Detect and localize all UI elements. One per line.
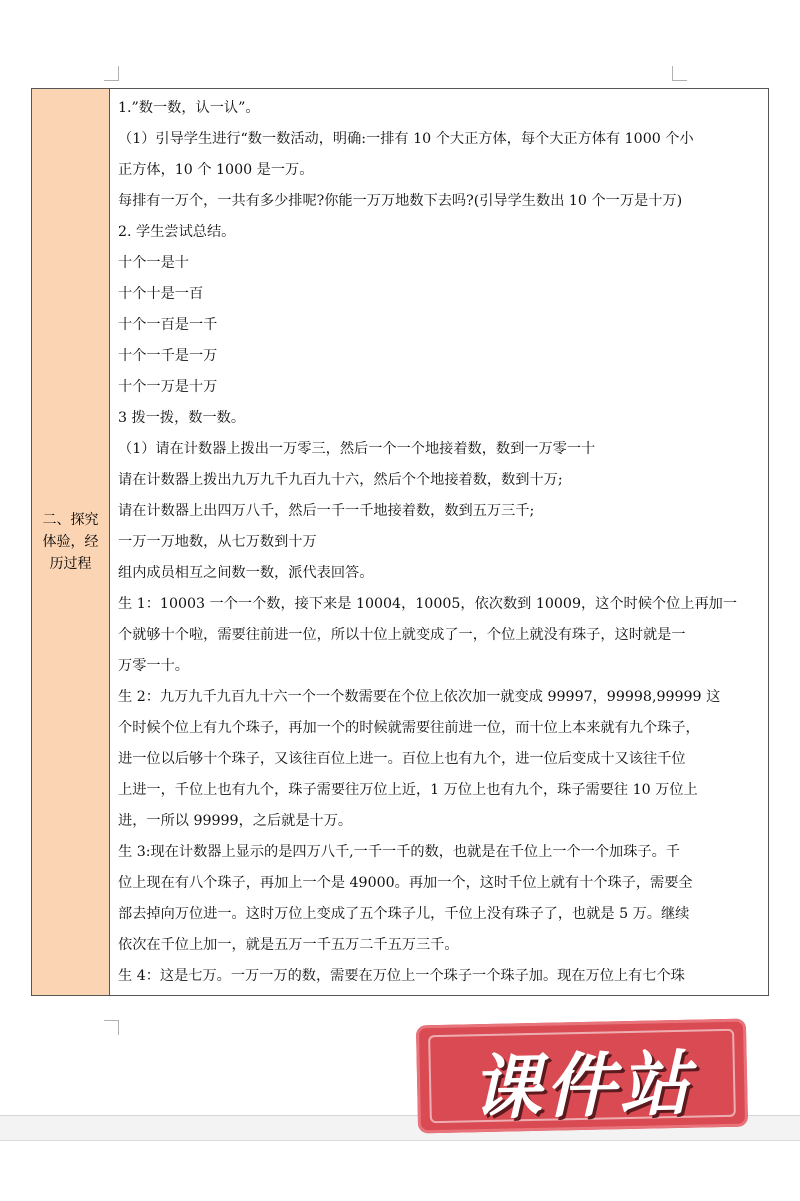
- content-line: （1）引导学生进行“数一数活动，明确:一排有 10 个大正方体，每个大正方体有 1000 个小: [118, 131, 694, 147]
- next-page: [0, 1140, 800, 1201]
- lesson-table: [31, 88, 769, 996]
- content-line: 进一位以后够十个珠子，又该往百位上进一。百位上也有九个，进一位后变成十又该往千位: [118, 751, 686, 767]
- section-content-cell: [110, 89, 768, 995]
- content-line: 十个一万是十万: [118, 379, 218, 395]
- content-line: 请在计数器上拨出九万九千九百九十六，然后个个地接着数，数到十万;: [118, 472, 563, 488]
- content-line: 请在计数器上出四万八千，然后一千一千地接着数，数到五万三千;: [118, 503, 535, 519]
- content-line: 上进一，千位上也有九个，珠子需要往万位上近，1 万位上也有九个，珠子需要往 10 万位上: [118, 782, 698, 798]
- section-label-cell: [32, 89, 110, 995]
- content-line: 2. 学生尝试总结。: [118, 224, 236, 240]
- content-line: 组内成员相互之间数一数，派代表回答。: [118, 565, 374, 581]
- content-line: 十个一百是一千: [118, 317, 218, 333]
- content-line: 部去掉向万位进一。这时万位上变成了五个珠子儿，千位上没有珠子了，也就是 5 万。继续: [118, 906, 690, 922]
- watermark-stamp: [416, 1019, 748, 1134]
- content-line: 一万一万地数，从七万数到十万: [118, 534, 317, 550]
- content-line: 3 拨一拨，数一数。: [118, 410, 246, 426]
- content-line: 进，一所以 99999，之后就是十万。: [118, 813, 353, 829]
- content-line: 十个一是十: [118, 255, 189, 271]
- content-line: 依次在千位上加一，就是五万一千五万二千五万三千。: [118, 937, 459, 953]
- content-line: 生 1：10003 一个一个数，接下来是 10004，10005，依次数到 10009，这个时候个位上再加一: [118, 596, 738, 612]
- content-line: 位上现在有八个珠子，再加上一个是 49000。再加一个，这时千位上就有十个珠子，需要全: [118, 875, 693, 891]
- content-line: 个时候个位上有九个珠子，再加一个的时候就需要往前进一位，而十位上本来就有九个珠子，: [118, 720, 700, 736]
- content-line: （1）请在计数器上拨出一万零三，然后一个一个地接着数，数到一万零一十: [118, 441, 596, 457]
- content-line: 万零一十。: [118, 658, 189, 674]
- content-line: 个就够十个啦，需要往前进一位，所以十位上就变成了一，个位上就没有珠子，这时就是一: [118, 627, 686, 643]
- content-line: 1.”数一数，认一认”。: [118, 100, 260, 116]
- section-label: 二、探究体验，经历过程: [42, 512, 99, 572]
- watermark-logo-text: 课件站: [470, 1042, 695, 1130]
- content-line: 每排有一万个，一共有多少排呢?你能一万万地数下去吗?(引导学生数出 10 个一万是十万): [118, 193, 683, 209]
- margin-corner-mark: [104, 1020, 119, 1035]
- margin-corner-mark: [104, 66, 119, 81]
- content-line: 正方体，10 个 1000 是一万。: [118, 162, 314, 178]
- content-line: 生 4：这是七万。一万一万的数，需要在万位上一个珠子一个珠子加。现在万位上有七个珠: [118, 968, 685, 984]
- content-line: 生 3:现在计数器上显示的是四万八千,一千一千的数，也就是在千位上一个一个加珠子。千: [118, 844, 680, 860]
- content-line: 生 2：九万九千九百九十六一个一个数需要在个位上依次加一就变成 99997，99998,99999 这: [118, 689, 721, 705]
- content-line: 十个一千是一万: [118, 348, 218, 364]
- content-line: 十个十是一百: [118, 286, 204, 302]
- margin-corner-mark: [672, 66, 687, 81]
